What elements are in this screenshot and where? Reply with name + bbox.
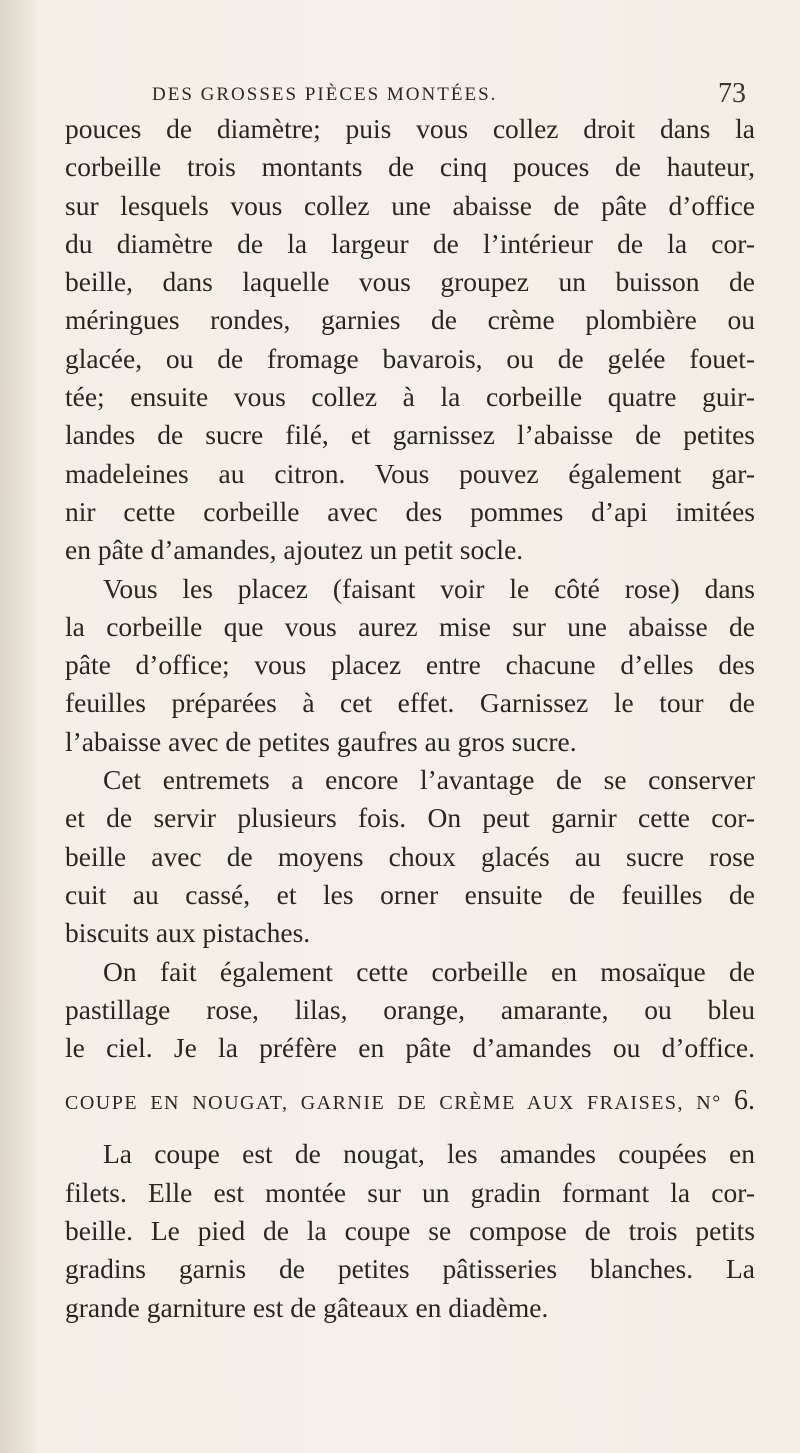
text-line: le ciel. Je la préfère en pâte d’amandes ou d’office. <box>65 1032 755 1064</box>
text-line: et de servir plusieurs fois. On peut garnir cette cor- <box>65 802 755 834</box>
text-line: pastillage rose, lilas, orange, amarante, ou bleu <box>65 993 755 1025</box>
spacer <box>65 1127 755 1135</box>
section-heading <box>65 1075 755 1127</box>
body-text <box>65 110 755 1327</box>
text-line: sur lesquels vous collez une abaisse de pâte d’office <box>65 189 755 221</box>
text-line: pâte d’office; vous placez entre chacune d’elles des <box>65 649 755 681</box>
page-number: 73 <box>718 78 746 109</box>
text-line: Vous les placez (faisant voir le côté rose) dans <box>103 572 755 604</box>
text-line: feuilles préparées à cet effet. Garnissez le tour de <box>65 687 755 719</box>
running-title: DES GROSSES PIÈCES MONTÉES. <box>152 84 498 105</box>
text-line: biscuits aux pistaches. <box>65 917 311 949</box>
text-line: beille, dans laquelle vous groupez un buisson de <box>65 266 755 298</box>
text-line: l’abaisse avec de petites gaufres au gros sucre. <box>65 725 577 757</box>
text-line: méringues rondes, garnies de crème plombière ou <box>65 304 755 336</box>
text-line: filets. Elle est montée sur un gradin formant la cor- <box>65 1176 755 1208</box>
text-line: du diamètre de la largeur de l’intérieur de la cor- <box>65 227 755 259</box>
gutter-shadow <box>0 0 40 1453</box>
text-line: La coupe est de nougat, les amandes coupées en <box>103 1138 755 1170</box>
section-heading-number: 6. <box>734 1085 755 1117</box>
page-header <box>0 78 800 110</box>
text-line: corbeille trois montants de cinq pouces de hauteur, <box>65 151 755 183</box>
text-line: grande garniture est de gâteaux en diadème. <box>65 1291 549 1323</box>
section-heading-text: COUPE EN NOUGAT, GARNIE DE CRÈME AUX FRAISES, N° <box>65 1092 722 1115</box>
text-line: glacée, ou de fromage bavarois, ou de gelée fouet- <box>65 342 755 374</box>
text-line: nir cette corbeille avec des pommes d’api imitées <box>65 495 755 527</box>
text-line: en pâte d’amandes, ajoutez un petit socle. <box>65 534 524 566</box>
text-line: cuit au cassé, et les orner ensuite de feuilles de <box>65 878 755 910</box>
text-line: la corbeille que vous aurez mise sur une abaisse de <box>65 610 755 642</box>
text-line: beille avec de moyens choux glacés au sucre rose <box>65 840 755 872</box>
text-line: Cet entremets a encore l’avantage de se conserver <box>103 764 755 796</box>
text-line: tée; ensuite vous collez à la corbeille quatre guir- <box>65 381 755 413</box>
text-line: pouces de diamètre; puis vous collez droit dans la <box>65 113 755 144</box>
text-line: gradins garnis de petites pâtisseries blanches. La <box>65 1253 755 1285</box>
text-line: landes de sucre filé, et garnissez l’abaisse de petites <box>65 419 755 451</box>
text-line: madeleines au citron. Vous pouvez également gar- <box>65 457 755 489</box>
text-line: beille. Le pied de la coupe se compose de trois petits <box>65 1215 755 1247</box>
text-line: On fait également cette corbeille en mosaïque de <box>103 955 755 987</box>
